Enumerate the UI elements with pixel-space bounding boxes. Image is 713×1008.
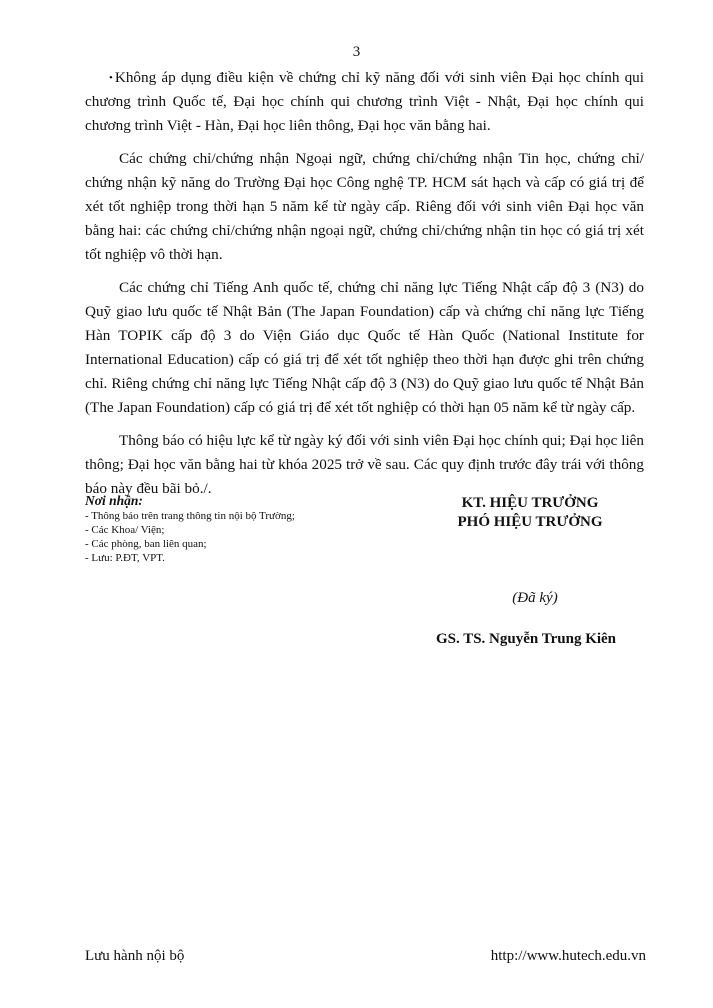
signatory-name: GS. TS. Nguyễn Trung Kiên	[435, 631, 617, 647]
recipient-item: - Thông báo trên trang thông tin nội bộ Trường;	[85, 510, 295, 522]
recipient-item: - Lưu: P.ĐT, VPT.	[85, 552, 165, 564]
signature-title-line1: KT. HIỆU TRƯỞNG	[461, 495, 599, 511]
paragraph-exemption	[85, 66, 644, 138]
bullet-icon: •	[109, 72, 113, 84]
recipients-title: Nơi nhận:	[85, 493, 143, 508]
page-number: 3	[352, 44, 361, 60]
recipient-item: - Các phòng, ban liên quan;	[85, 538, 207, 550]
footer-circulation-note: Lưu hành nội bộ	[85, 948, 185, 964]
signed-note: (Đã ký)	[512, 590, 558, 606]
footer-website-link[interactable]: http://www.hutech.edu.vn	[490, 948, 646, 964]
recipient-item: - Các Khoa/ Viện;	[85, 524, 165, 536]
document-body	[85, 66, 644, 510]
recipients-block	[85, 492, 385, 565]
signature-title-line2: PHÓ HIỆU TRƯỞNG	[457, 514, 603, 530]
paragraph-international-certificates: Các chứng chỉ Tiếng Anh quốc tế, chứng chỉ năng lực Tiếng Nhật cấp độ 3 (N3) do Quỹ giao lưu quốc tế Nhật Bản (The Japan Foundation) cấp và chứng chỉ năng lực Tiếng Hàn TOPIK cấp độ 3 do Viện Giáo dục Quốc tế Hàn Quốc (National Institute for International Education) cấp có giá trị để xét tốt nghiệp theo thời hạn được ghi trên chứng chỉ. Riêng chứng chỉ năng lực Tiếng Nhật cấp độ 3 (N3) do Quỹ giao lưu quốc tế Nhật Bản (The Japan Foundation) cấp có giá trị để xét tốt nghiệp có thời hạn 05 năm kể từ ngày cấp.	[85, 279, 644, 416]
signature-block	[400, 494, 660, 648]
paragraph-text: Không áp dụng điều kiện về chứng chỉ kỹ năng đối với sinh viên Đại học chính qui chương trình Quốc tế, Đại học chính qui chương trình Việt - Nhật, Đại học chính qui chương trình Việt - Hàn, Đại học liên thông, Đại học văn bằng hai.	[85, 69, 644, 134]
paragraph-certificate-validity: Các chứng chỉ/chứng nhận Ngoại ngữ, chứng chỉ/chứng nhận Tin học, chứng chỉ/ chứng nhận kỹ năng do Trường Đại học Công nghệ TP. HCM sát hạch và cấp có giá trị để xét tốt nghiệp trong thời hạn 5 năm kể từ ngày cấp. Riêng đối với sinh viên Đại học văn bằng hai: các chứng chỉ/chứng nhận ngoại ngữ, chứng chỉ/chứng nhận tin học có giá trị xét tốt nghiệp vô thời hạn.	[85, 150, 644, 263]
paragraph-effective-date: Thông báo có hiệu lực kể từ ngày ký đối với sinh viên Đại học chính qui; Đại học liên thông; Đại học văn bằng hai từ khóa 2025 trở về sau. Các quy định trước đây trái với thông báo này đều bãi bỏ./.	[85, 432, 644, 497]
